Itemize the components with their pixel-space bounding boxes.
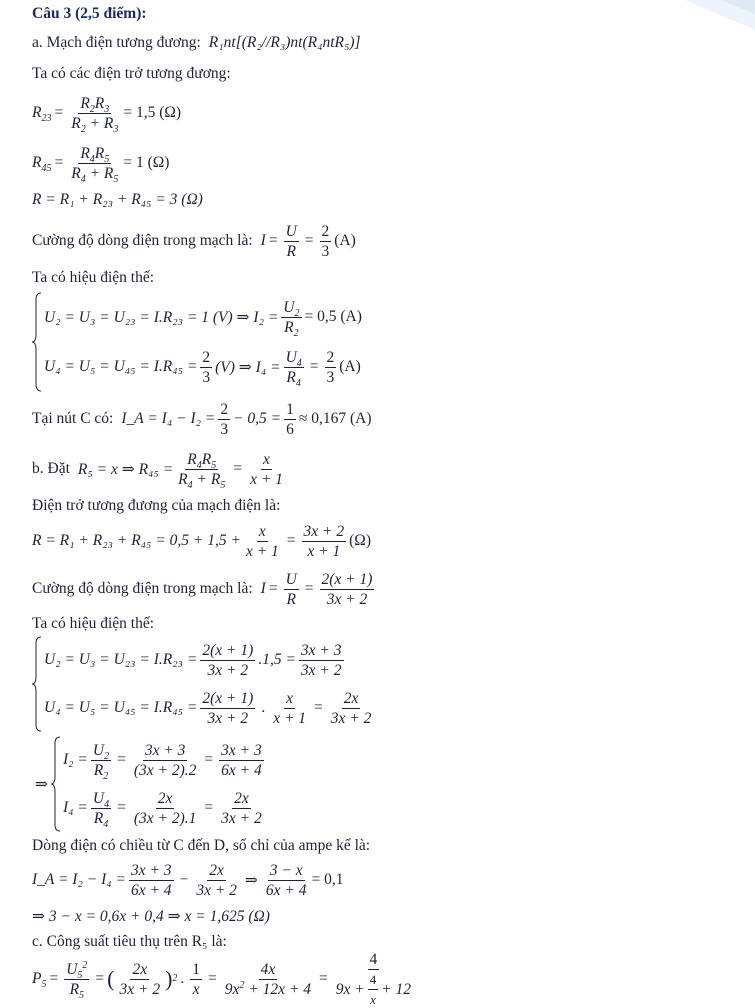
circuit-line [32, 30, 744, 56]
part-a-intro: a. Mạch điện tương đương: [32, 34, 201, 51]
current-line-a: Cường độ dòng điện trong mạch là: I = $\frac{U}{R}$ = $\frac{2}{3}$ (A) [32, 222, 356, 260]
power-equation: $P_5$ = $\frac{U_5^2}{R_5}$ = ( $\frac{2x}{3x + 2}$ ) 2 . $\frac{1}{x}$ = $\frac{4x}{9x^2 + 12x + 4}$ = 4 9x + $\frac{4}{x}$ + 12 [32, 950, 412, 1007]
current-row-1: I₂ = $\frac{U_2}{R_2}$ = $\frac{3x + 3}{(3x + 2).2}$ = $\frac{3x + 3}{6x + 4}$ [63, 741, 262, 782]
voltage-system-a [32, 292, 744, 392]
current-line-b: Cường độ dòng điện trong mạch là: I = $\frac{U}{R}$ = $\frac{2(x + 1)}{3x + 2}$ [32, 570, 373, 608]
circuit-expression: R₁nt[(R₂//R₃)nt(R₄ntR₅)] [208, 34, 361, 51]
part-b-intro: b. Đặt [32, 460, 70, 477]
current-system-b: ⇒ I₂ = $\frac{U_2}{R_2}$ = $\frac{3x + 3}{(3x + 2).2}$ = $\frac{3x + 3}{6x + 4}$ I₄ = $\frac{U_4}{R_4}$ = $\frac{2x}{(3x + 2).1}$ = $\frac{2x}{3x + 2}$ [32, 736, 744, 832]
brace-icon [32, 636, 42, 732]
node-c-line: Tại nút C có: I_A = I₄ − I₂ = $\frac{2}{3}$ − 0,5 = $\frac{1}{6}$ ≈ 0,167 (A) [32, 400, 372, 438]
system-a-row-2: U₄ = U₅ = U₄₅ = I.R₄₅ = $\frac{2}{3}$ (V) ⇒ I₄ = $\frac{U_4}{R_4}$ = $\frac{2}{3}$ (A) [44, 348, 361, 389]
current-label-b: Cường độ dòng điện trong mạch là: [32, 580, 253, 597]
node-label: Tại nút C có: [32, 410, 114, 427]
r23-result: = 1,5 (Ω) [123, 104, 182, 121]
resist-label: Ta có các điện trở tương đương: [32, 65, 231, 82]
voltage-label-a: Ta có hiệu điện thế: [32, 269, 155, 286]
r-total-equation: R = R₁ + R₂₃ + R₄₅ = 3 (Ω) [32, 191, 203, 208]
document-page [32, 0, 744, 1007]
r45-result: = 1 (Ω) [123, 154, 170, 171]
current-row-2: I₄ = $\frac{U_4}{R_4}$ = $\frac{2x}{(3x + 2).1}$ = $\frac{2x}{3x + 2}$ [63, 789, 262, 830]
r45-equation: $R_{45}$ = $\frac{R_4R_5}{R_4 + R_5}$ = 1 (Ω) [32, 144, 170, 185]
part-c-intro: c. Công suất tiêu thụ trên R₅ là: [32, 933, 227, 950]
resist-label-b: Điện trở tương đương của mạch điện là: [32, 497, 281, 514]
r23-equation: $R_{23}$ = $\frac{R_2R_3}{R_2 + R_3}$ = 1,5 (Ω) [32, 94, 182, 135]
system-a-row-1: U₂ = U₃ = U₂₃ = I.R₂₃ = 1 (V) ⇒ I₂ = $\frac{U_2}{R_2}$ = 0,5 (A) [44, 298, 362, 339]
brace-icon [32, 292, 42, 392]
voltage-system-b [32, 636, 744, 732]
brace-icon [51, 736, 61, 832]
ia-equation-b: I_A = I₂ − I₄ = $\frac{3x + 3}{6x + 4}$ − $\frac{2x}{3x + 2}$ ⇒ $\frac{3 - x}{6x + 4}$ = 0,1 [32, 861, 344, 899]
system-b-row-2: U₄ = U₅ = U₄₅ = I.R₄₅ = $\frac{2(x + 1)}{3x + 2}$ . $\frac{x}{x + 1}$ = $\frac{2x}{3x + 2}$ [44, 689, 372, 727]
r-equation-b: R = R₁ + R₂₃ + R₄₅ = 0,5 + 1,5 + $\frac{x}{x + 1}$ = $\frac{3x + 2}{x + 1}$ (Ω) [32, 522, 371, 560]
voltage-label-b: Ta có hiệu điện thế: [32, 615, 155, 632]
system-b-row-1: U₂ = U₃ = U₂₃ = I.R₂₃ = $\frac{2(x + 1)}{3x + 2}$ .1,5 = $\frac{3x + 3}{3x + 2}$ [44, 641, 342, 679]
current-label-a: Cường độ dòng điện trong mạch là: [32, 232, 253, 249]
ammeter-label: Dòng điện có chiều từ C đến D, số chỉ của ampe kế là: [32, 837, 371, 854]
current-result-a: (A) [334, 232, 356, 249]
question-title: Câu 3 (2,5 điểm): [32, 5, 147, 22]
part-b-set-line: b. Đặt R₅ = x ⇒ R₄₅ = $\frac{R_4R_5}{R_4 + R_5}$ = $\frac{x}{x + 1}$ [32, 450, 283, 491]
solve-line: ⇒ 3 − x = 0,6x + 0,4 ⇒ x = 1,625 (Ω) [32, 907, 270, 925]
